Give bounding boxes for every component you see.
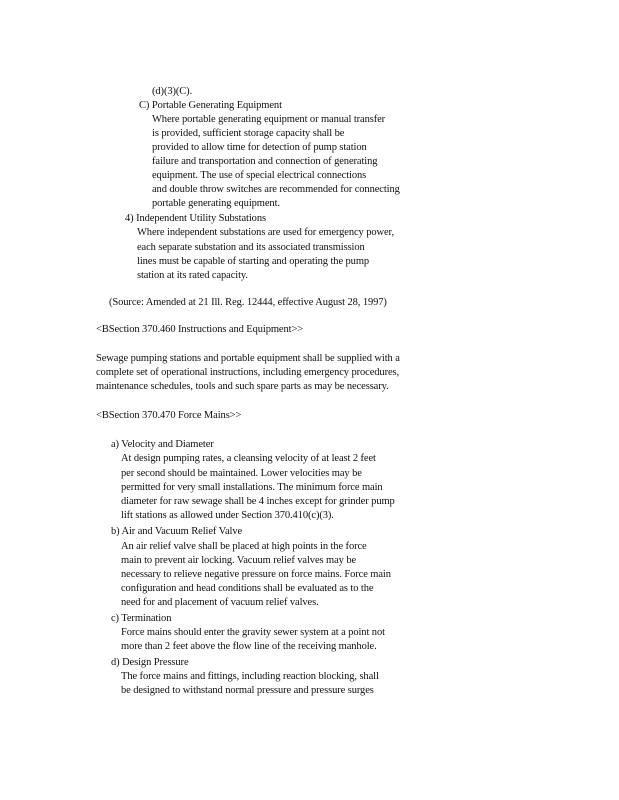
item-c-line: and double throw switches are recommended for connecting (152, 184, 400, 195)
section-460-line: Sewage pumping stations and portable equipment shall be supplied with a (96, 353, 400, 364)
subsection-c-heading: c) Termination (111, 613, 172, 624)
item-c-line: equipment. The use of special electrical connections (152, 170, 367, 181)
subsection-d-line: be designed to withstand normal pressure and pressure surges (121, 685, 374, 696)
subsection-a-heading: a) Velocity and Diameter (111, 439, 214, 450)
subsection-a-line: per second should be maintained. Lower velocities may be (121, 468, 362, 479)
item-4-heading: 4) Independent Utility Substations (125, 213, 266, 224)
subsection-d-heading: d) Design Pressure (111, 657, 189, 668)
item-c-heading: C) Portable Generating Equipment (139, 100, 282, 111)
subsection-a-line: At design pumping rates, a cleansing velocity of at least 2 feet (121, 453, 376, 464)
subsection-b-line: need for and placement of vacuum relief valves. (121, 597, 319, 608)
item-c-line: is provided, sufficient storage capacity shall be (152, 128, 345, 139)
subsection-a-line: diameter for raw sewage shall be 4 inches except for grinder pump (121, 496, 395, 507)
subsection-c-line: Force mains should enter the gravity sewer system at a point not (121, 627, 385, 638)
item-c-line: portable generating equipment. (152, 198, 280, 209)
subsection-b-line: main to prevent air locking. Vacuum relief valves may be (121, 555, 357, 566)
source-note: (Source: Amended at 21 Ill. Reg. 12444, effective August 28, 1997) (109, 297, 387, 308)
item-4-line: station at its rated capacity. (137, 270, 248, 281)
subsection-b-line: An air relief valve shall be placed at high points in the force (121, 541, 367, 552)
subsection-d-line: The force mains and fittings, including reaction blocking, shall (121, 671, 379, 682)
item-4-line: each separate substation and its associated transmission (137, 242, 365, 253)
item-4-line: Where independent substations are used for emergency power, (137, 227, 395, 238)
section-460-heading: <BSection 370.460 Instructions and Equipment>> (96, 324, 304, 335)
item-c-line: Where portable generating equipment or manual transfer (152, 114, 386, 125)
subsection-b-line: necessary to relieve negative pressure on force mains. Force main (121, 569, 391, 580)
subsection-c-line: more than 2 feet above the flow line of the receiving manhole. (121, 641, 377, 652)
subsection-a-line: lift stations as allowed under Section 370.410(c)(3). (121, 510, 334, 521)
section-460-line: maintenance schedules, tools and such spare parts as may be necessary. (96, 381, 389, 392)
item-4-line: lines must be capable of starting and operating the pump (137, 256, 370, 267)
item-c-line: provided to allow time for detection of pump station (152, 142, 367, 153)
subsection-b-heading: b) Air and Vacuum Relief Valve (111, 526, 243, 537)
item-c-line: failure and transportation and connection of generating (152, 156, 378, 167)
continuation-reference: (d)(3)(C). (152, 86, 193, 97)
subsection-a-line: permitted for very small installations. The minimum force main (121, 482, 383, 493)
section-460-line: complete set of operational instructions, including emergency procedures, (96, 367, 400, 378)
section-470-heading: <BSection 370.470 Force Mains>> (96, 410, 242, 421)
subsection-b-line: configuration and head conditions shall be evaluated as to the (121, 583, 374, 594)
